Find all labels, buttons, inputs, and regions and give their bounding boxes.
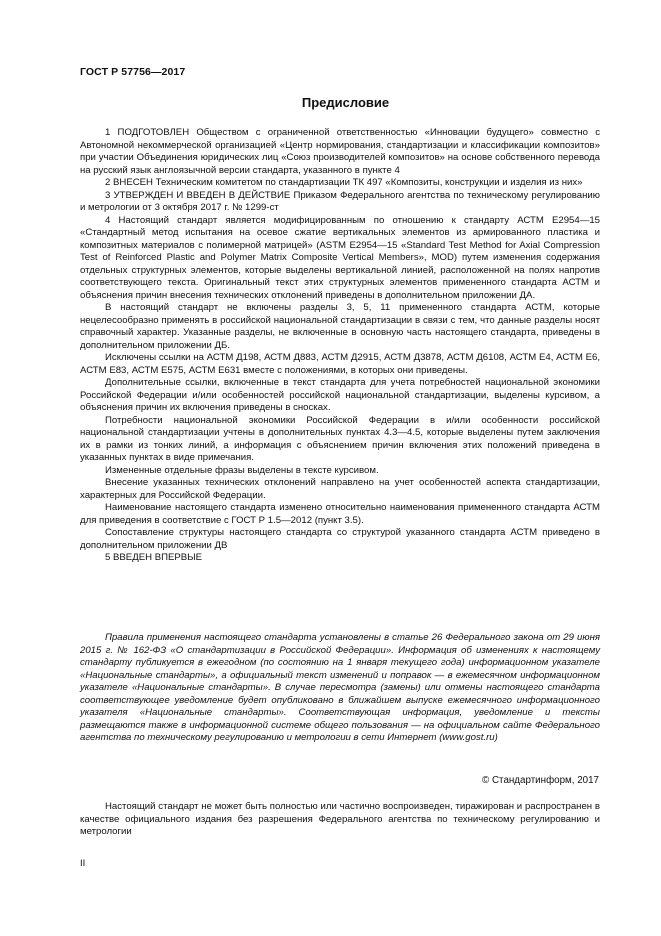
federal-law-notice — [80, 632, 600, 745]
document-code: ГОСТ Р 57756—2017 — [80, 66, 186, 78]
page-number: II — [80, 858, 86, 869]
paragraph-modified-standard: 4 Настоящий стандарт является модифицированным по отношению к стандарту АСТМ Е2954—15 «Стандартный метод испытания на осевое сжатие вертикальных элементов из армированного пластика и композитных материалов с полимерной матрицей» (ASTM E2954—15 «Standard Test Method for Axial Compression Test of Reinforced Plastic and Polymer Matrix Composite Vertical Members», MOD) путем изменения содержания отдельных структурных элементов, которые выделены вертикальной линией, расположенной на полях напротив соответствующего текста. Оригинальный текст этих структурных элементов примененного стандарта АСТМ и объяснения причин внесения технических отклонений приведены в дополнительном приложении ДА. — [80, 214, 600, 301]
foreword-body — [80, 127, 600, 565]
paragraph-approved: 3 УТВЕРЖДЕН И ВВЕДЕН В ДЕЙСТВИЕ Приказом Федерального агентства по техническому регулированию и метрологии от 3 октября 2017 г. № 1299-ст — [80, 189, 600, 213]
paragraph-excluded-references: Исключены ссылки на АСТМ Д198, АСТМ Д883, АСТМ Д2915, АСТМ Д3878, АСТМ Д6108, АСТМ Е4, АСТМ Е6, АСТМ Е83, АСТМ Е575, АСТМ Е631 вместе с положениями, в которых они приведены. — [80, 352, 600, 376]
paragraph-italic-phrases: Измененные отдельные фразы выделены в тексте курсивом. — [105, 464, 379, 476]
paragraph-submitted-by: 2 ВНЕСЕН Техническим комитетом по стандартизации ТК 497 «Композиты, конструкции и изделия из них» — [105, 177, 583, 188]
copyright-line: © Стандартинформ, 2017 — [482, 775, 599, 786]
paragraph-excluded-sections: В настоящий стандарт не включены разделы 3, 5, 11 примененного стандарта АСТМ, которые нецелесообразно применять в российской национальной стандартизации в связи с тем, что данные разделы носят справочный характер. Указанные разделы, не включенные в основную часть настоящего стандарта, приведены в дополнительном приложении ДБ. — [80, 302, 600, 351]
paragraph-introduced-first: 5 ВВЕДЕН ВПЕРВЫЕ — [105, 552, 203, 563]
reproduction-notice-text: Настоящий стандарт не может быть полностью или частично воспроизведен, тиражирован и распространен в качестве официального издания без разрешения Федерального агентства по техническому регулированию и метрологии — [80, 801, 600, 837]
paragraph-additional-references: Дополнительные ссылки, включенные в текст стандарта для учета потребностей национальной экономики Российской Федерации и/или особенностей российской национальной стандартизации, выделены курсивом, а объяснения причин их включения приведены в сносках. — [80, 377, 600, 413]
reproduction-notice — [80, 801, 600, 839]
paragraph-title-changed: Наименование настоящего стандарта изменено относительно наименования примененного стандарта АСТМ для приведения в соответствие с ГОСТ Р 1.5—2012 (пункт 3.5). — [80, 502, 600, 526]
paragraph-national-needs: Потребности национальной экономики Российской Федерации в и/или особенности российской национальной стандартизации учтены в дополнительных пунктах 4.3—4.5, которые выделены путем заключения их в рамки из тонких линий, а информация с объяснением причин включения этих положений приведена в указанных пунктах в виде примечания. — [80, 414, 600, 463]
federal-law-notice-text: Правила применения настоящего стандарта установлены в статье 26 Федерального закона от 29 июня 2015 г. № 162-ФЗ «О стандартизации в Российской Федерации». Информация об изменениях к настоящему стандарту публикуется в ежегодном (по состоянию на 1 января текущего года) информационном указателе «Национальные стандарты», а официальный текст изменений и поправок — в ежемесячном информационном указателе «Национальные стандарты». В случае пересмотра (замены) или отмены настоящего стандарта соответствующее уведомление будет опубликовано в ближайшем выпуске ежемесячного информационного указателя «Национальные стандарты». Соответствующая информация, уведомление и тексты размещаются также в информационной системе общего пользования — на официальном сайте Федерального агентства по техническому регулированию и метрологии в сети Интернет (www.gost.ru) — [80, 632, 600, 743]
paragraph-deviations-purpose: Внесение указанных технических отклонений направлено на учет особенностей аспекта стандартизации, характерных для Российской Федерации. — [80, 477, 600, 501]
paragraph-structure-comparison: Сопоставление структуры настоящего стандарта со структурой указанного стандарта АСТМ приведено в дополнительном приложении ДВ — [80, 527, 600, 551]
page-title: Предисловие — [301, 95, 390, 110]
paragraph-prepared-by: 1 ПОДГОТОВЛЕН Обществом с ограниченной ответственностью «Инновации будущего» совместно с Автономной некоммерческой организацией «Центр нормирования, стандартизации и классификации композитов» при участии Объединения юридических лиц «Союз производителей композитов» на основе собственного перевода на русский язык англоязычной версии стандарта, указанного в пункте 4 — [80, 127, 600, 176]
